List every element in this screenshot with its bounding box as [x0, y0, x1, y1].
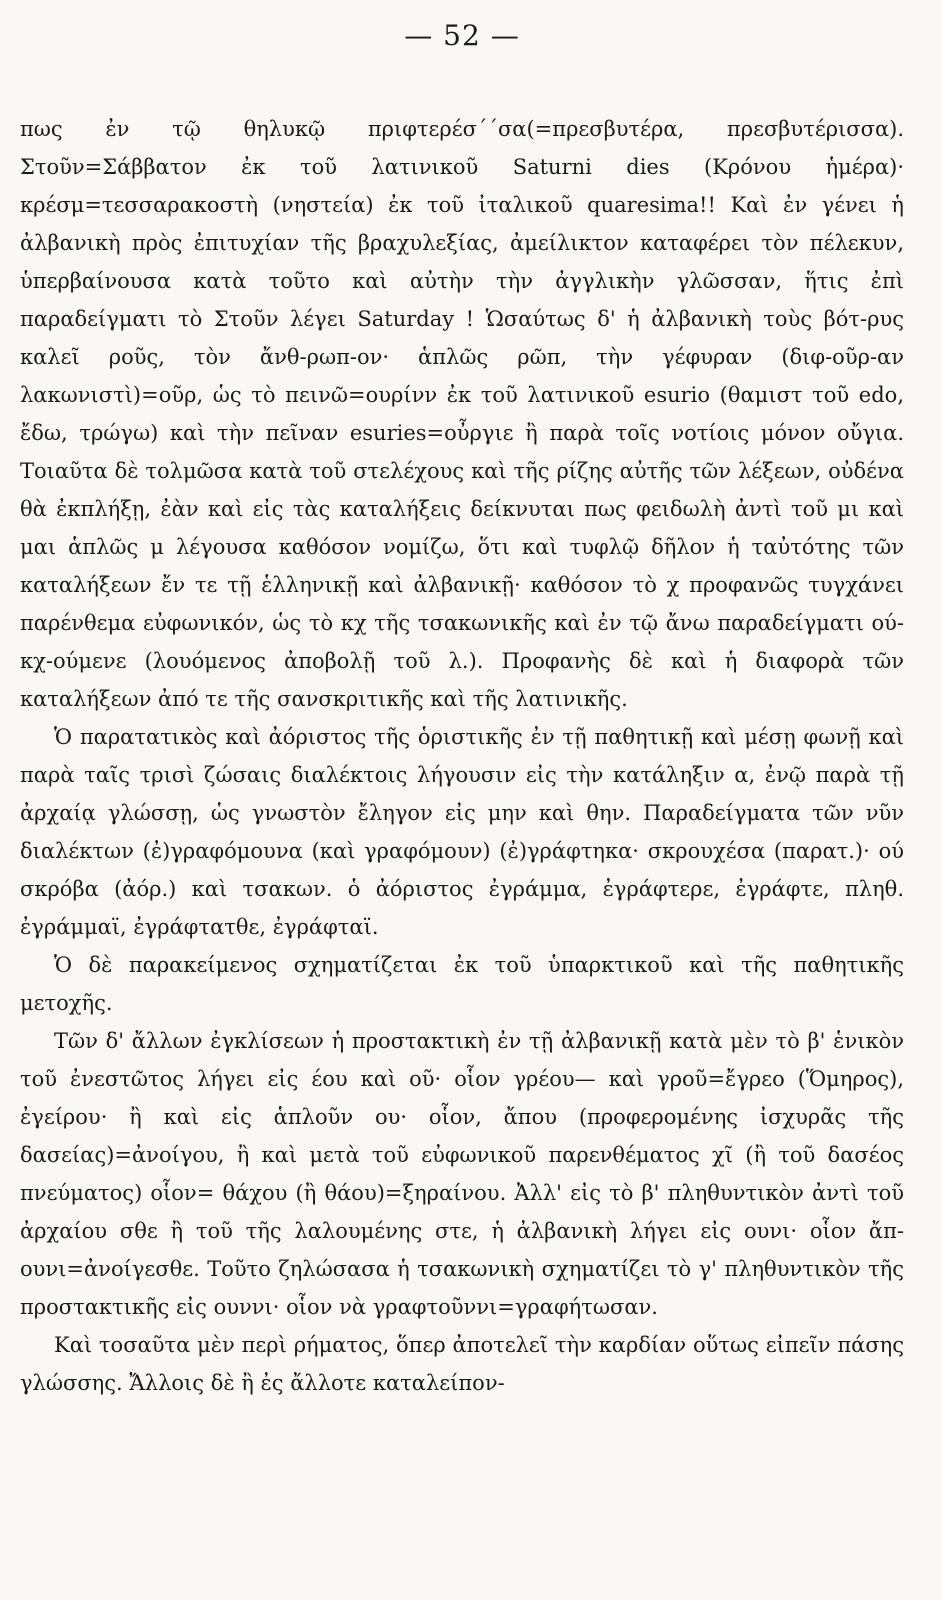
paragraph-4: Τῶν δ' ἄλλων ἐγκλίσεων ἡ προστακτικὴ ἐν τῇ ἀλβανικῇ κατὰ μὲν τὸ β' ἑνικὸν τοῦ ἐνεστῶτος λήγει εἰς έου καὶ οῦ· οἷον γρέου— καὶ γροῦ=ἔγρεο (Ὅμηρος), ἐγείρου· ἢ καὶ εἰς ἁπλοῦν ου· οἷον, ἄπου (προφερομένης ἰσχυρᾶς τῆς δασείας)=ἀνοίγου, ἢ καὶ μετὰ τοῦ εὐφωνικοῦ παρενθέματος χῖ (ἢ τοῦ δασέος πνεύματος) οἷον= θάχου (ἢ θάου)=ξηραίνου. Ἀλλ' εἰς τὸ β' πληθυντικὸν ἀντὶ τοῦ ἀρχαίου σθε ἢ τοῦ τῆς λαλουμένης στε, ἡ ἀλβανικὴ λήγει εἰς ουνι· οἷον ἄπ-ουνι=ἀνοίγεσθε. Τοῦτο ζηλώσασα ἡ τσακωνικὴ σχηματίζει τὸ γ' πληθυντικὸν τῆς προστακτικῆς εἰς ουννι· οἷον νὰ γραφτοῦννι=γραφήτωσαν. — [20, 1029, 904, 1319]
paragraph-5: Καὶ τοσαῦτα μὲν περὶ ρήματος, ὅπερ ἀποτελεῖ τὴν καρδίαν οὕτως εἰπεῖν πάσης γλώσσης. Ἄλλοις δὲ ἢ ἐς ἄλλοτε καταλείπον- — [20, 1333, 904, 1395]
paragraph-3: Ὁ δὲ παρακείμενος σχηματίζεται ἐκ τοῦ ὑπαρκτικοῦ καὶ τῆς παθητικῆς μετοχῆς. — [20, 953, 904, 1015]
body-text — [20, 110, 904, 1402]
paragraph-2: Ὁ παρατατικὸς καὶ ἀόριστος τῆς ὁριστικῆς ἐν τῇ παθητικῇ καὶ μέσῃ φωνῇ καὶ παρὰ ταῖς τρισὶ ζώσαις διαλέκτοις λήγουσιν εἰς τὴν κατάληξιν α, ἐνῷ παρὰ τῇ ἀρχαίᾳ γλώσσῃ, ὡς γνωστὸν ἔληγον εἰς μην καὶ θην. Παραδείγματα τῶν νῦν διαλέκτων (ἐ)γραφόμουνα (καὶ γραφόμουν) (ἐ)γράφτηκα· σκρουχέσα (παρατ.)· ού σκρόβα (ἀόρ.) καὶ τσακων. ὁ ἀόριστος ἐγράμμα, ἐγράφτερε, ἐγράφτε, πληθ. ἐγράμμαϊ, ἐγράφτατθε, ἐγράφταϊ. — [20, 725, 904, 939]
paragraph-1: πως ἐν τῷ θηλυκῷ πριφτερέσ΄΄σα(=πρεσβυτέρα, πρεσβυτέρισσα). Στοῦν=Σάββατον ἐκ τοῦ λατινικοῦ Saturni dies (Κρόνου ἡμέρα)· κρέσμ=τεσσαρακοστὴ (νηστεία) ἐκ τοῦ ἰταλικοῦ quaresima!! Καὶ ἐν γένει ἡ ἀλβανικὴ πρὸς ἐπιτυχίαν τῆς βραχυλεξίας, ἀμείλικτον καταφέρει τὸν πέλεκυν, ὑπερβαίνουσα κατὰ τοῦτο καὶ αὐτὴν τὴν ἀγγλικὴν γλῶσσαν, ἥτις ἐπὶ παραδείγματι τὸ Στοῦν λέγει Saturday ! Ὡσαύτως δ' ἡ ἀλβανικὴ τοὺς βότ-ρυς καλεῖ ροῦς, τὸν ἄνθ-ρωπ-ον· ἁπλῶς ρῶπ, τὴν γέφυραν (διφ-οῦρ-αν λακωνιστὶ)=οῦρ, ὡς τὸ πεινῶ=ουρίνν ἐκ τοῦ λατινικοῦ esurio (θαμιστ τοῦ edo, ἔδω, τρώγω) καὶ τὴν πεῖναν esuries=οὖργιε ἢ παρὰ τοῖς νοτίοις μόνον οὔγια. Τοιαῦτα δὲ τολμῶσα κατὰ τοῦ στελέχους καὶ τῆς ρίζης αὐτῆς τῶν λέξεων, οὐδένα θὰ ἐκπλήξῃ, ἐὰν καὶ εἰς τὰς καταλήξεις δείκνυται πως φειδωλὴ ἀντὶ τοῦ μι καὶ μαι ἁπλῶς μ λέγουσα καθόσον νομίζω, ὅτι καὶ τυφλῷ δῆλον ἡ ταὐτότης τῶν καταλήξεων ἔν τε τῇ ἑλληνικῇ καὶ ἀλβανικῇ· καθόσον τὸ χ προφανῶς τυγχάνει παρένθεμα εὐφωνικόν, ὡς τὸ κχ τῆς τσακωνικῆς καὶ ἐν τῷ ἄνω παραδείγματι ού-κχ-ούμενε (λουόμενος ἀποβολῇ τοῦ λ.). Προφανὴς δὲ καὶ ἡ διαφορὰ τῶν καταλήξεων ἀπό τε τῆς σανσκριτικῆς καὶ τῆς λατινικῆς. — [20, 117, 904, 711]
page-number: — 52 — — [404, 19, 520, 52]
